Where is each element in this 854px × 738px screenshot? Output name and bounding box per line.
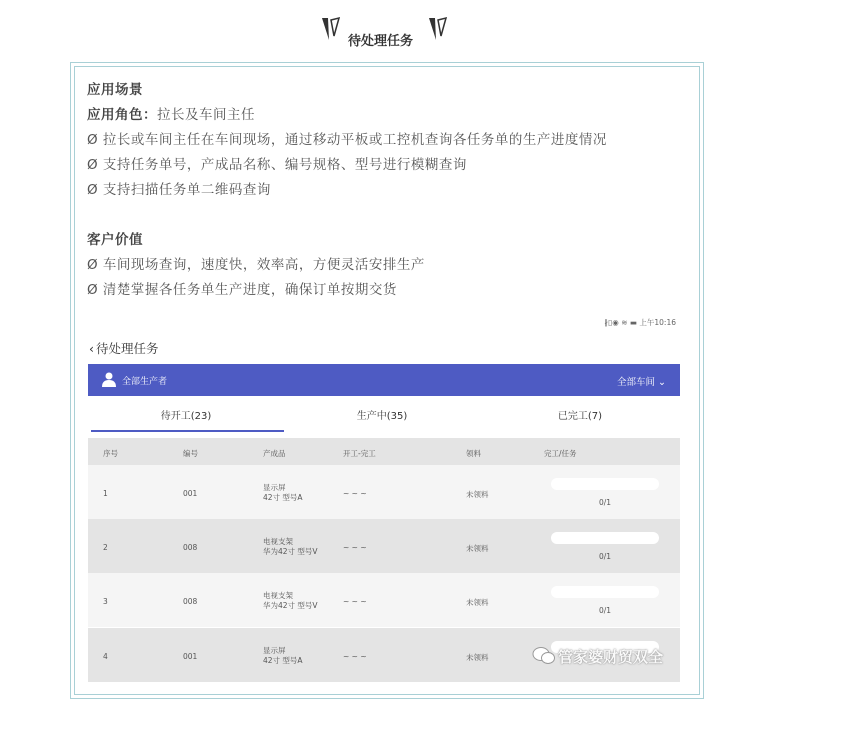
scenario-item: Ø 拉长或车间主任在车间现场，通过移动平板或工控机查询各任务单的生产进度情况 — [87, 132, 607, 148]
column-header: 产成品 — [263, 449, 286, 458]
workshop-filter[interactable] — [617, 374, 666, 388]
product-name: 显示屏 — [263, 646, 286, 655]
cell-product — [263, 591, 318, 611]
progress-bar — [551, 586, 659, 598]
back-nav[interactable] — [89, 339, 159, 357]
scenario-item: Ø 支持任务单号，产成品名称、编号规格、型号进行模糊查询 — [87, 157, 467, 173]
table-header — [88, 438, 680, 465]
product-spec: 华为42寸 型号V — [263, 547, 318, 556]
page-header — [0, 14, 769, 49]
cell-material: 未领料 — [466, 598, 489, 607]
table-row[interactable] — [88, 519, 680, 573]
cell-time: ~ ~ ~ — [343, 543, 367, 552]
chevron-down-icon: ⌄ — [658, 377, 666, 388]
column-header: 完工/任务 — [544, 449, 577, 458]
cell-seq: 3 — [103, 597, 108, 606]
decor-mark-icon — [320, 16, 342, 42]
progress-bar — [551, 478, 659, 490]
workshop-label: 全部车间 — [616, 377, 655, 388]
product-spec: 42寸 型号A — [263, 493, 303, 502]
column-header: 开工-完工 — [343, 449, 376, 458]
cell-product — [263, 646, 303, 666]
cell-done: 0/1 — [599, 606, 612, 615]
cell-no: 001 — [183, 489, 198, 498]
screen-title: 待处理任务 — [96, 341, 159, 356]
product-spec: 华为42寸 型号V — [263, 601, 318, 610]
value-item: Ø 车间现场查询，速度快，效率高，方便灵活安排生产 — [87, 257, 425, 273]
cell-seq: 2 — [103, 543, 108, 552]
cell-seq: 1 — [103, 489, 108, 498]
role-line — [87, 103, 607, 128]
column-header: 领料 — [466, 449, 481, 458]
user-icon — [102, 372, 116, 387]
progress-bar — [551, 532, 659, 544]
cell-product — [263, 537, 318, 557]
cell-no: 008 — [183, 597, 198, 606]
cell-done: 0/1 — [599, 498, 612, 507]
watermark-text: 管家婆财贸双全 — [558, 648, 664, 666]
cell-time: ~ ~ ~ — [343, 597, 367, 606]
cell-time: ~ ~ ~ — [343, 489, 367, 498]
section-title-value: 客户价值 — [87, 232, 143, 248]
cell-time: ~ ~ ~ — [343, 652, 367, 661]
active-tab-indicator — [91, 430, 284, 432]
cell-seq: 4 — [103, 652, 108, 661]
cell-no: 008 — [183, 543, 198, 552]
status-bar — [560, 317, 676, 328]
product-spec: 42寸 型号A — [263, 656, 303, 665]
status-icons: ∦▯◉ ≋ ▬ — [604, 318, 640, 327]
cell-done: 0/1 — [599, 552, 612, 561]
wechat-icon — [532, 646, 556, 666]
page-title: 待处理任务 — [348, 34, 414, 49]
cell-material: 未领料 — [466, 490, 489, 499]
role-value: 拉长及车间主任 — [157, 107, 255, 123]
decor-mark-icon — [427, 16, 449, 42]
tab-completed[interactable]: 已完工(7) — [557, 411, 603, 422]
table-row[interactable] — [88, 465, 680, 519]
status-tabs — [88, 402, 680, 432]
value-item: Ø 清楚掌握各任务单生产进度，确保订单按期交货 — [87, 282, 397, 298]
product-name: 电视支架 — [263, 537, 293, 546]
product-name: 电视支架 — [263, 591, 293, 600]
producer-filter[interactable]: 全部生产者 — [122, 377, 168, 387]
filter-bar — [88, 364, 680, 396]
tab-in-production[interactable]: 生产中(35) — [356, 411, 408, 422]
intro-text — [87, 78, 607, 303]
scenario-item: Ø 支持扫描任务单二维码查询 — [87, 182, 271, 198]
cell-material: 未领料 — [466, 544, 489, 553]
column-header: 编号 — [183, 449, 198, 458]
tab-pending[interactable]: 待开工(23) — [160, 411, 212, 422]
product-name: 显示屏 — [263, 483, 286, 492]
section-title-scenario: 应用场景 — [87, 82, 143, 98]
cell-material: 未领料 — [466, 653, 489, 662]
chevron-left-icon[interactable]: ‹ — [89, 341, 94, 356]
column-header: 序号 — [103, 449, 118, 458]
cell-product — [263, 483, 303, 503]
cell-no: 001 — [183, 652, 198, 661]
role-label: 应用角色： — [87, 107, 157, 123]
table-row[interactable] — [88, 573, 680, 627]
status-time: 上午10:16 — [639, 318, 676, 327]
